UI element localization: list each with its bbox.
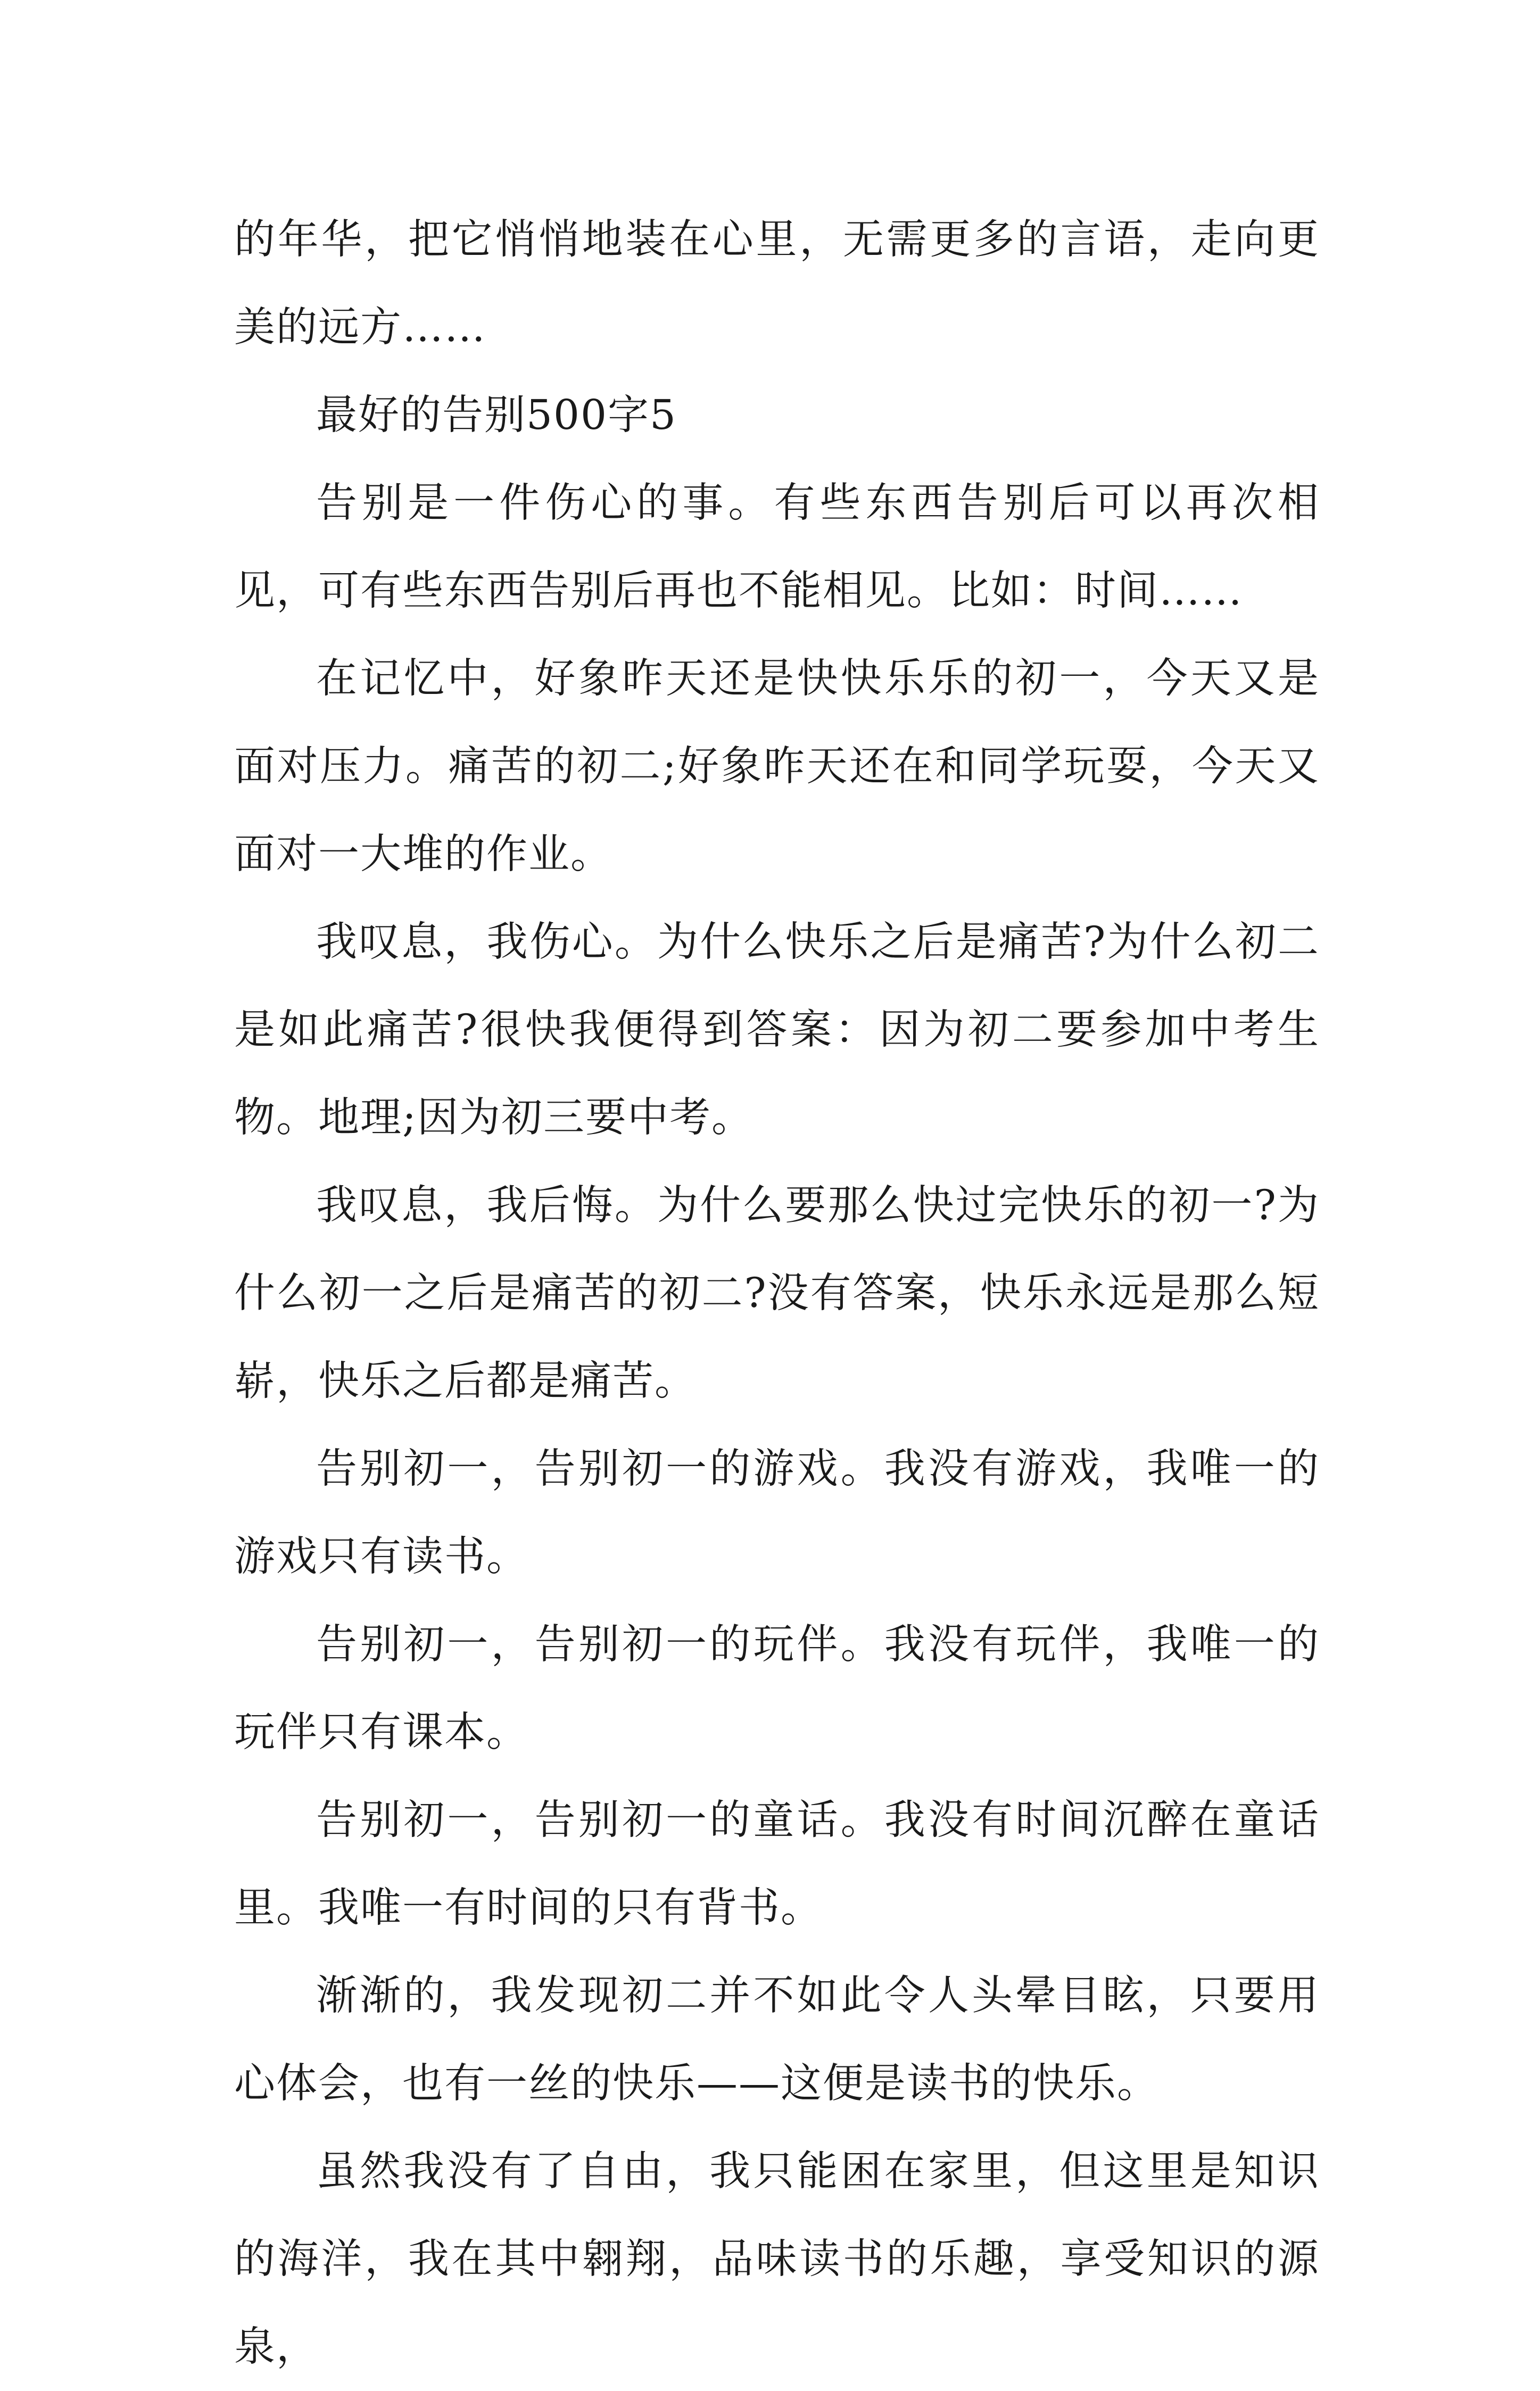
paragraph: 我叹息，我后悔。为什么要那么快过完快乐的初一?为什么初一之后是痛苦的初二?没有答案，快乐永远是那么短崭，快乐之后都是痛苦。 <box>234 1182 1320 1405</box>
body-text <box>234 196 1320 2391</box>
paragraph: 告别初一，告别初一的玩伴。我没有玩伴，我唯一的玩伴只有课本。 <box>234 1621 1320 1756</box>
paragraph: 告别是一件伤心的事。有些东西告别后可以再次相见，可有些东西告别后再也不能相见。比如：时间…… <box>234 479 1320 615</box>
paragraph: 在记忆中，好象昨天还是快快乐乐的初一，今天又是面对压力。痛苦的初二;好象昨天还在和同学玩耍，今天又面对一大堆的作业。 <box>234 655 1320 878</box>
section-heading: 最好的告别500字5 <box>316 392 677 439</box>
paragraph: 虽然我没有了自由，我只能困在家里，但这里是知识的海洋，我在其中翱翔，品味读书的乐趣，享受知识的源泉， <box>234 2148 1320 2371</box>
paragraph: 告别初一，告别初一的游戏。我没有游戏，我唯一的游戏只有读书。 <box>234 1445 1320 1581</box>
paragraph: 我叹息，我伤心。为什么快乐之后是痛苦?为什么初二是如此痛苦?很快我便得到答案：因为初二要参加中考生物。地理;因为初三要中考。 <box>234 919 1320 1141</box>
paragraph: 的年华，把它悄悄地装在心里，无需更多的言语，走向更美的远方…… <box>234 216 1320 351</box>
paragraph: 告别初一，告别初一的童话。我没有时间沉醉在童话里。我唯一有时间的只有背书。 <box>234 1797 1320 1932</box>
paragraph: 渐渐的，我发现初二并不如此令人头晕目眩，只要用心体会，也有一丝的快乐——这便是读书的快乐。 <box>234 1972 1320 2107</box>
